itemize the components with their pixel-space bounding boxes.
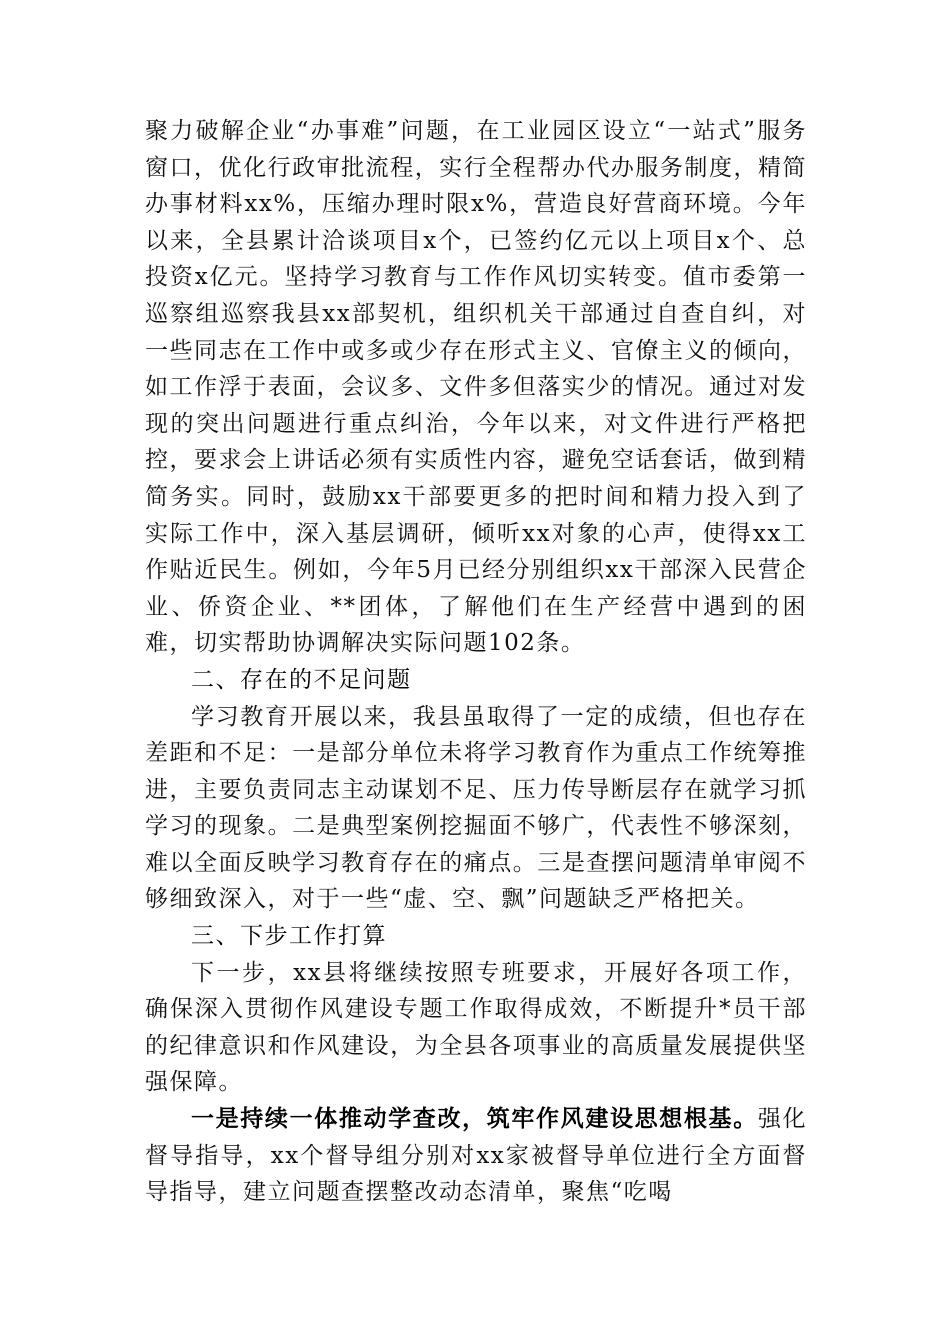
paragraph-continued: 聚力破解企业“办事难”问题，在工业园区设立“一站式”服务窗口，优化行政审批流程，实行全程帮办代办服务制度，精简办事材料xx%，压缩办理时限x%，营造良好营商环境。今年以来，全县累计洽谈项目x个，已签约亿元以上项目x个、总投资x亿元。坚持学习教育与工作作风切实转变。值市委第一巡察组巡察我县xx部契机，组织机关干部通过自查自纠，对一些同志在工作中或多或少存在形式主义、官僚主义的倾向，如工作浮于表面，会议多、文件多但落实少的情况。通过对发现的突出问题进行重点纠治，今年以来，对文件进行严格把控，要求会上讲话必须有实质性内容，避免空话套话，做到精简务实。同时，鼓励xx干部要更多的把时间和精力投入到了实际工作中，深入基层调研，倾听xx对象的心声，使得xx工作贴近民生。例如，今年5月已经分别组织xx干部深入民营企业、侨资企业、**团体，了解他们在生产经营中遇到的困难，切实帮助协调解决实际问题102条。 (145, 118, 807, 657)
paragraph-point-one (145, 1101, 807, 1211)
paragraph-point-one-body: 强化督导指导，xx个督导组分别对xx家被督导单位进行全方面督导指导，建立问题查摆整改动态清单，聚焦“吃喝 (145, 1106, 808, 1206)
document-body (145, 113, 807, 1211)
paragraph-shortcomings: 学习教育开展以来，我县虽取得了一定的成绩，但也存在差距和不足：一是部分单位未将学习教育作为重点工作统筹推进，主要负责同志主动谋划不足、压力传导断层存在就学习抓学习的现象。二是典型案例挖掘面不够广，代表性不够深刻，难以全面反映学习教育存在的痛点。三是查摆问题清单审阅不够细致深入，对于一些“虚、空、飘”问题缺乏严格把关。 (145, 703, 807, 913)
paragraph-next-steps: 下一步，xx县将继续按照专班要求，开展好各项工作，确保深入贯彻作风建设专题工作取得成效，不断提升*员干部的纪律意识和作风建设，为全县各项事业的高质量发展提供坚强保障。 (145, 959, 807, 1096)
section-heading-3: 三、下步工作打算 (191, 923, 387, 950)
section-heading-2: 二、存在的不足问题 (191, 666, 412, 693)
paragraph-point-one-lead: 一是持续一体推动学查改，筑牢作风建设思想根基。 (191, 1105, 758, 1133)
